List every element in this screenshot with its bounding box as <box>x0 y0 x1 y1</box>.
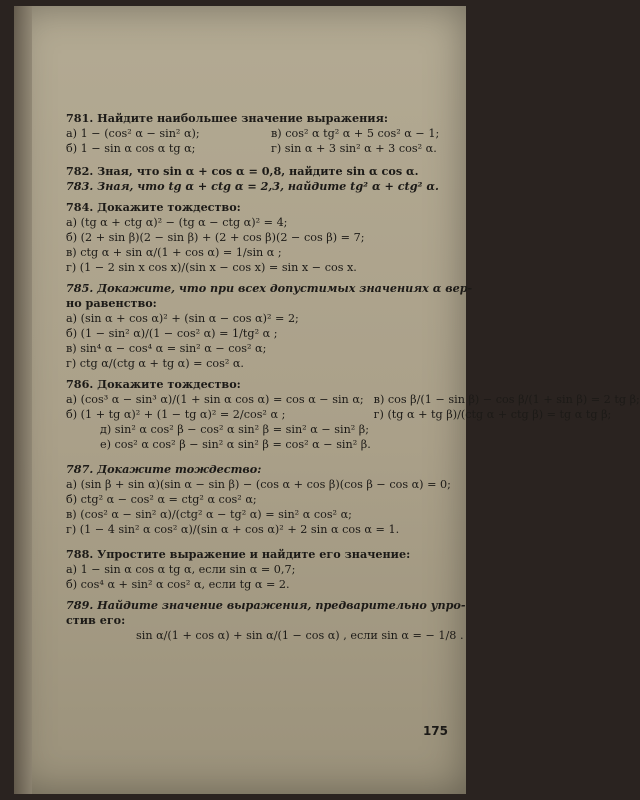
exercise-786-a: а) (cos³ α − sin³ α)/(1 + sin α cos α) = cos α − sin α; <box>66 393 364 406</box>
exercise-788-a: а) 1 − sin α cos α tg α, если sin α = 0,7; <box>66 563 296 576</box>
exercise-784-g: г) (1 − 2 sin x cos x)/(sin x − cos x) = sin x − cos x. <box>66 261 357 274</box>
exercise-text <box>66 111 640 644</box>
exercise-788-b: б) cos⁴ α + sin² α cos² α, если tg α = 2. <box>66 578 290 591</box>
exercise-784-b: б) (2 + sin β)(2 − sin β) + (2 + cos β)(2 − cos β) = 7; <box>66 231 365 244</box>
exercise-781-b: б) 1 − sin α cos α tg α; <box>66 142 196 155</box>
exercise-789-heading: 789. Найдите значение выражения, предварительно упро- <box>66 598 466 612</box>
exercise-786-b: б) (1 + tg α)² + (1 − tg α)² = 2/cos² α ; <box>66 408 286 421</box>
exercise-781-a: а) 1 − (cos² α − sin² α); <box>66 127 200 140</box>
exercise-781-heading: 781. Найдите наибольшее значение выражения: <box>66 111 388 125</box>
exercise-787-a: а) (sin β + sin α)(sin α − sin β) − (cos α + cos β)(cos β − cos α) = 0; <box>66 478 451 491</box>
exercise-782: 782. Зная, что sin α + cos α = 0,8, найдите sin α cos α. <box>66 164 419 178</box>
book-page <box>14 6 640 794</box>
exercise-783: 783. Зная, что tg α + ctg α = 2,3, найдите tg² α + ctg² α. <box>66 179 439 193</box>
exercise-789-expression: sin α/(1 + cos α) + sin α/(1 − cos α) , если sin α = − 1/8 . <box>136 629 464 642</box>
exercise-787-v: в) (cos² α − sin² α)/(ctg² α − tg² α) = sin² α cos² α; <box>66 508 352 521</box>
exercise-785-b: б) (1 − sin² α)/(1 − cos² α) = 1/tg² α ; <box>66 327 278 340</box>
exercise-786-d: д) sin² α cos² β − cos² α sin² β = sin² α − sin² β; <box>100 423 370 436</box>
page-number: 175 <box>422 724 448 738</box>
exercise-789-heading-2: стив его: <box>66 613 126 627</box>
exercise-784-v: в) ctg α + sin α/(1 + cos α) = 1/sin α ; <box>66 246 282 259</box>
exercise-785-g: г) ctg α/(ctg α + tg α) = cos² α. <box>66 357 244 370</box>
exercise-784-heading: 784. Докажите тождество: <box>66 200 241 214</box>
exercise-787-g: г) (1 − 4 sin² α cos² α)/(sin α + cos α)² + 2 sin α cos α = 1. <box>66 523 400 536</box>
exercise-781-g: г) sin α + 3 sin² α + 3 cos² α. <box>271 142 437 155</box>
book-spine <box>14 6 32 794</box>
exercise-786-e: е) cos² α cos² β − sin² α sin² β = cos² α − sin² β. <box>100 438 371 451</box>
exercise-784-a: а) (tg α + ctg α)² − (tg α − ctg α)² = 4; <box>66 216 288 229</box>
exercise-786-v: в) cos β/(1 − sin β) − cos β/(1 + sin β) = 2 tg β; <box>373 393 640 406</box>
exercise-781-v: в) cos² α tg² α + 5 cos² α − 1; <box>271 127 440 140</box>
exercise-786-heading: 786. Докажите тождество: <box>66 377 241 391</box>
exercise-785-v: в) sin⁴ α − cos⁴ α = sin² α − cos² α; <box>66 342 267 355</box>
exercise-787-b: б) ctg² α − cos² α = ctg² α cos² α; <box>66 493 257 506</box>
exercise-786-g: г) (tg α + tg β)/(ctg α + ctg β) = tg α tg β; <box>373 408 612 421</box>
exercise-785-heading-2: но равенство: <box>66 296 157 310</box>
exercise-785-heading: 785. Докажите, что при всех допустимых значениях α вер- <box>66 281 473 295</box>
exercise-788-heading: 788. Упростите выражение и найдите его значение: <box>66 547 411 561</box>
exercise-785-a: а) (sin α + cos α)² + (sin α − cos α)² = 2; <box>66 312 299 325</box>
exercise-787-heading: 787. Докажите тождество: <box>66 462 262 476</box>
